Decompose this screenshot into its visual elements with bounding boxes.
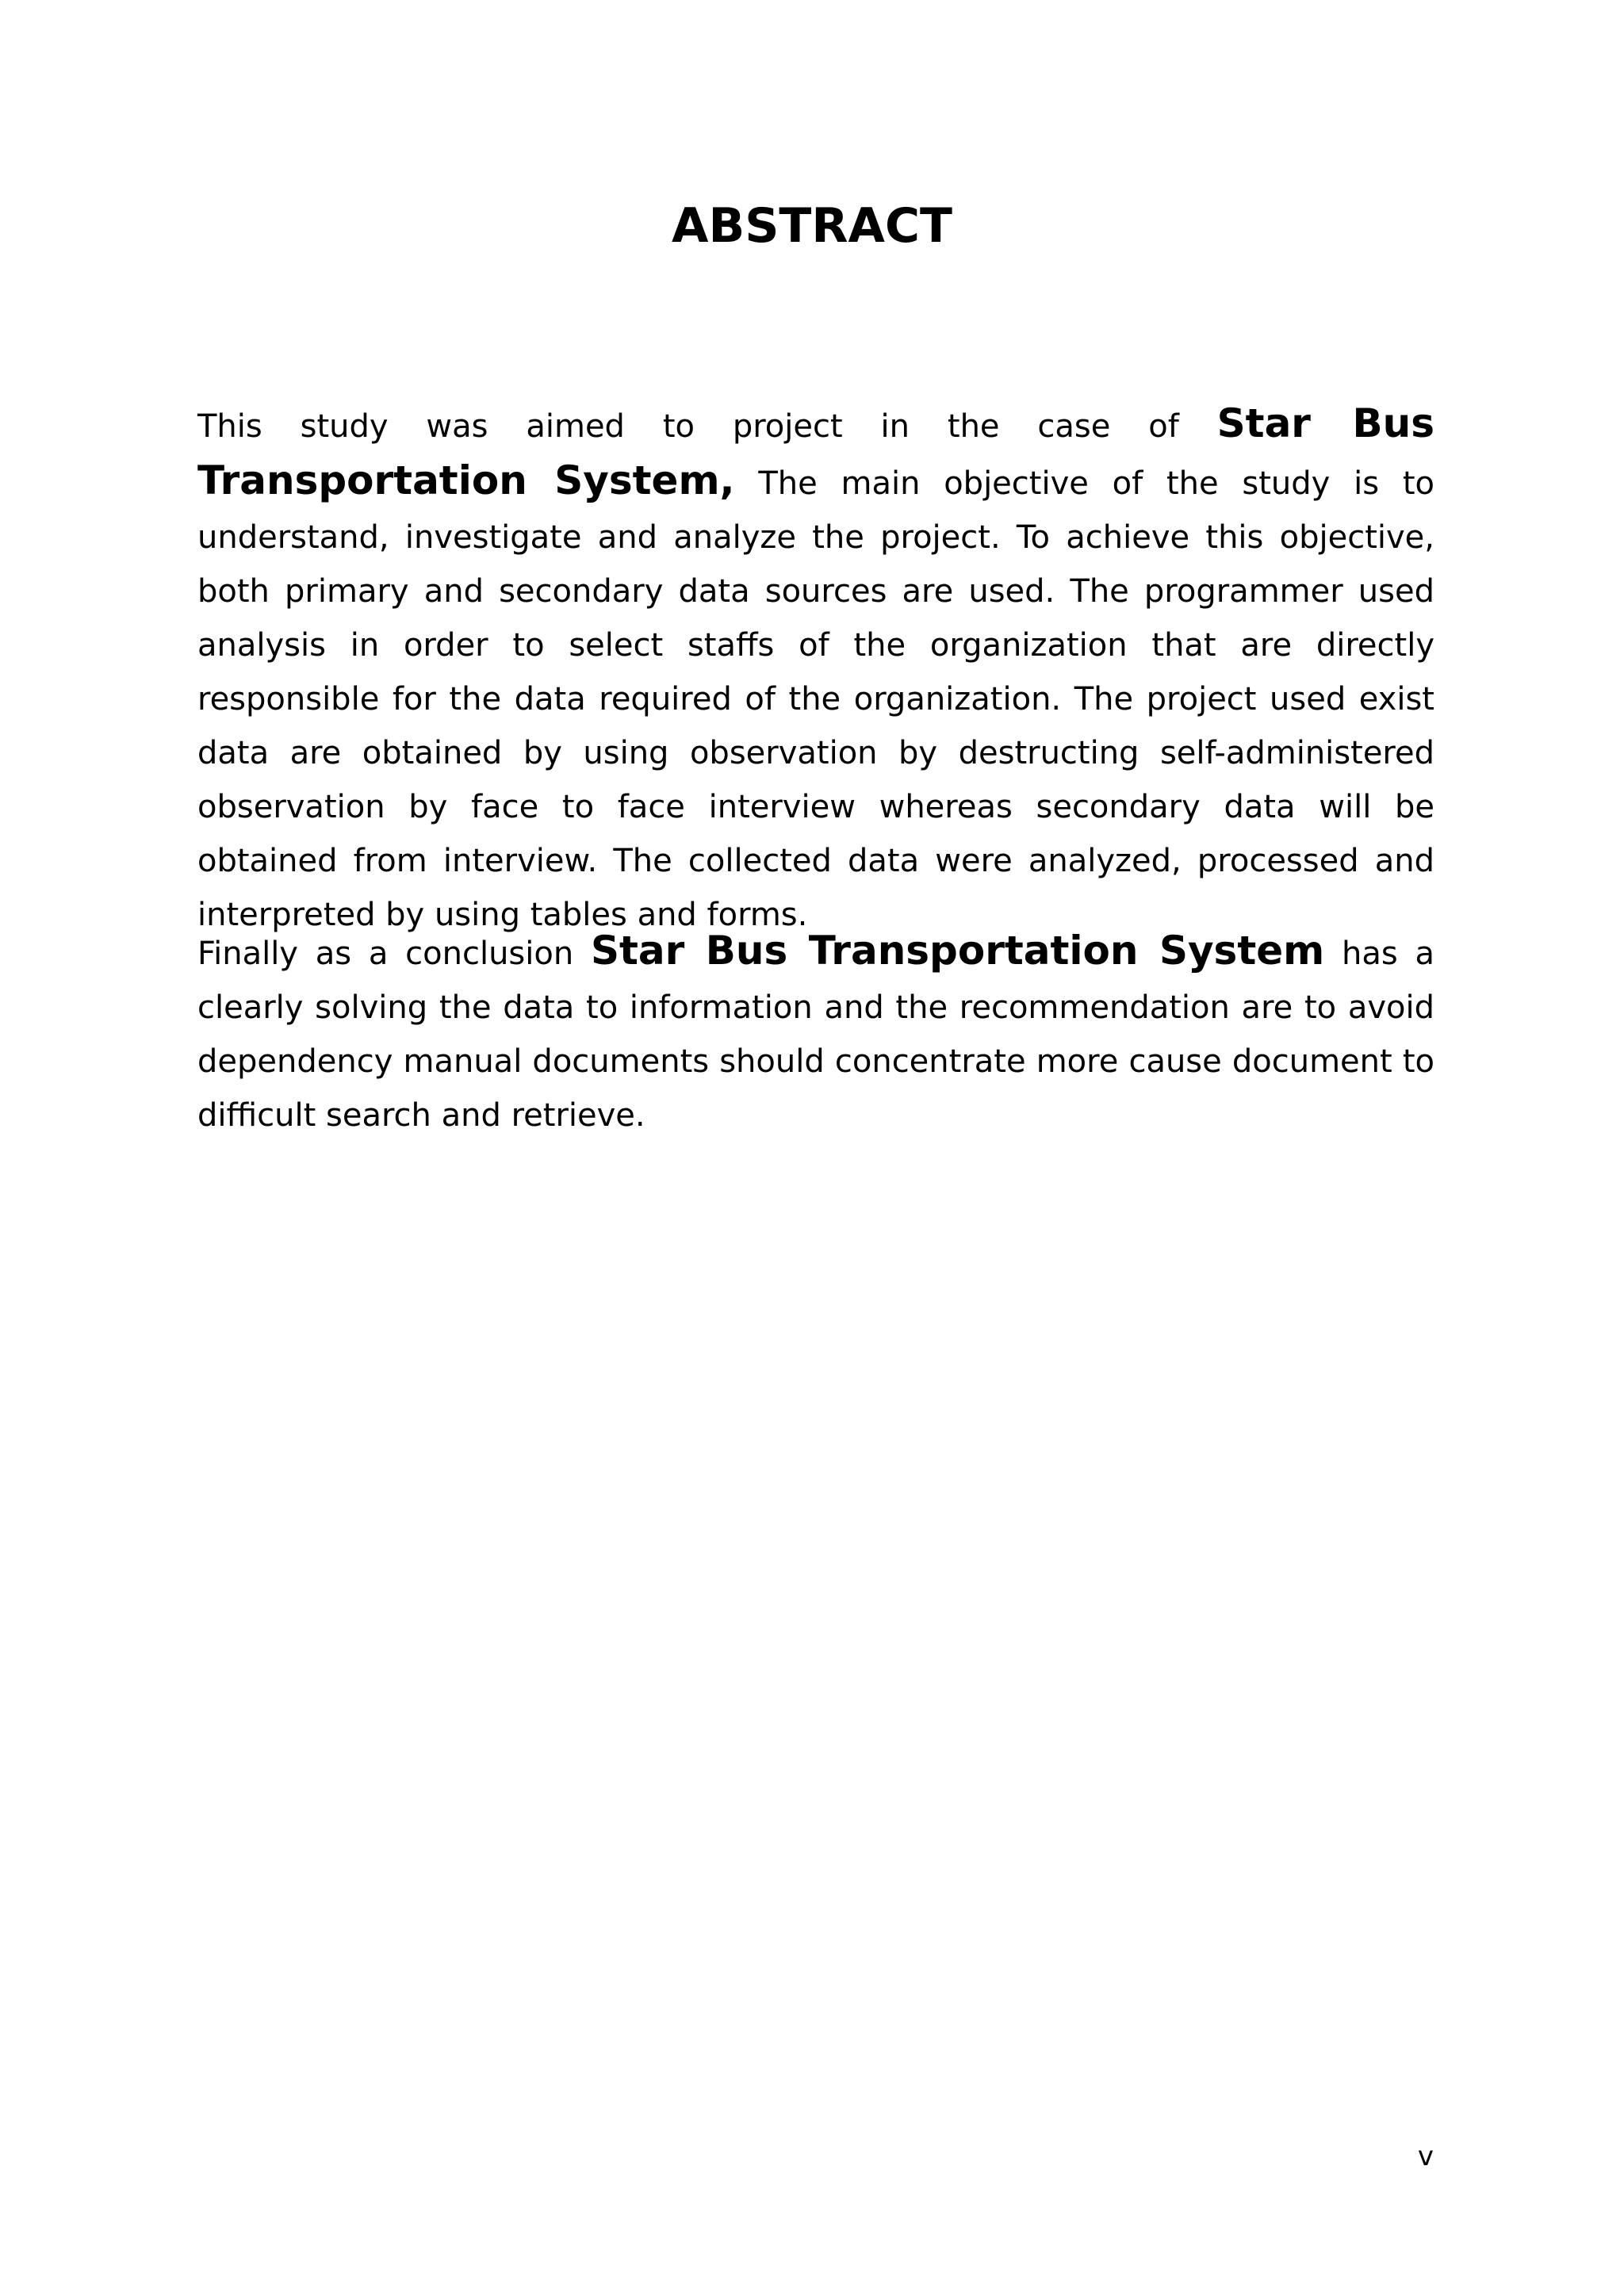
paragraph-1-emphasis: Star Bus Transportation System, <box>197 400 1434 503</box>
paragraph-1-rest: The main objective of the study is to understand, investigate and analyze the project. To achieve this objective, both primary and secondary data sources are used. The programmer used analysis in order to select staffs of the organization that are directly responsible for the data required of the organization. The project used exist data are obtained by using observation by destructing self-administered observation by face to face interview whereas secondary data will be obtained from interview. The collected data were analyzed, processed and interpreted by using tables and forms. <box>197 465 1434 933</box>
abstract-paragraph-1 <box>197 396 1434 942</box>
abstract-paragraph-2 <box>197 924 1434 1142</box>
page-title: ABSTRACT <box>672 198 952 254</box>
paragraph-2-rest: has a clearly solving the data to information and the recommendation are to avoid dependency manual documents should concentrate more cause document to difficult search and retrieve. <box>197 936 1434 1134</box>
paragraph-2-intro: Finally as a conclusion <box>197 936 591 972</box>
paragraph-1-intro: This study was aimed to project in the case of <box>197 408 1217 445</box>
page-number: v <box>1417 2141 1434 2172</box>
paragraph-2-emphasis: Star Bus Transportation System <box>590 928 1325 974</box>
